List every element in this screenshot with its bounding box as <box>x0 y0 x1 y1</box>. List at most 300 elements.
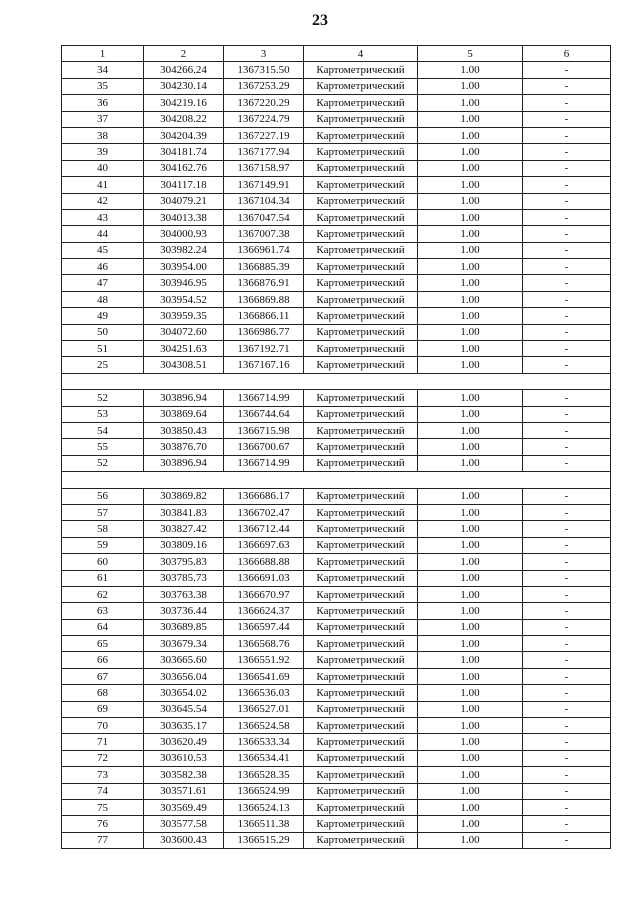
table-cell: 303610.53 <box>144 750 224 766</box>
table-cell: 1.00 <box>418 799 523 815</box>
table-cell: 1367253.29 <box>224 78 304 94</box>
table-cell: 303876.70 <box>144 439 224 455</box>
table-cell: Картометрический <box>304 193 418 209</box>
table-cell: 73 <box>62 767 144 783</box>
table-cell: - <box>523 668 611 684</box>
table-cell: - <box>523 636 611 652</box>
table-cell <box>418 472 523 488</box>
table-cell: 1.00 <box>418 242 523 258</box>
table-cell: 1.00 <box>418 341 523 357</box>
table-cell: Картометрический <box>304 78 418 94</box>
table-row <box>62 816 611 832</box>
table-cell: Картометрический <box>304 341 418 357</box>
table-cell <box>62 373 144 389</box>
table-cell <box>224 373 304 389</box>
table-row <box>62 242 611 258</box>
table-cell: 46 <box>62 259 144 275</box>
table-cell: 304204.39 <box>144 127 224 143</box>
table-cell: 303679.34 <box>144 636 224 652</box>
table-row <box>62 668 611 684</box>
table-cell: - <box>523 291 611 307</box>
table-cell: 1367167.16 <box>224 357 304 373</box>
table-row <box>62 373 611 389</box>
table-cell: 1366568.76 <box>224 636 304 652</box>
table-row <box>62 783 611 799</box>
table-row <box>62 291 611 307</box>
table-cell: - <box>523 799 611 815</box>
table-cell: 1.00 <box>418 603 523 619</box>
table-cell: 36 <box>62 95 144 111</box>
table-row <box>62 619 611 635</box>
table-cell: 303946.95 <box>144 275 224 291</box>
table-cell: Картометрический <box>304 685 418 701</box>
table-cell: Картометрический <box>304 324 418 340</box>
table-cell: - <box>523 62 611 78</box>
table-cell: 1366624.37 <box>224 603 304 619</box>
table-cell: 42 <box>62 193 144 209</box>
table-cell: 304208.22 <box>144 111 224 127</box>
table-cell: Картометрический <box>304 750 418 766</box>
table-cell: 1367220.29 <box>224 95 304 111</box>
table-cell: 1.00 <box>418 62 523 78</box>
table-cell: Картометрический <box>304 111 418 127</box>
table-cell: Картометрический <box>304 636 418 652</box>
table-cell: Картометрический <box>304 160 418 176</box>
table-row <box>62 127 611 143</box>
table-row <box>62 111 611 127</box>
table-cell: 1366714.99 <box>224 390 304 406</box>
table-cell: - <box>523 439 611 455</box>
table-cell: 1366541.69 <box>224 668 304 684</box>
table-cell: 49 <box>62 308 144 324</box>
table-cell: 1366551.92 <box>224 652 304 668</box>
table-row <box>62 767 611 783</box>
table-row <box>62 504 611 520</box>
table-cell: - <box>523 521 611 537</box>
table-cell: 304308.51 <box>144 357 224 373</box>
table-cell: - <box>523 193 611 209</box>
table-cell: 1.00 <box>418 685 523 701</box>
table-cell: 1367192.71 <box>224 341 304 357</box>
table-cell: 40 <box>62 160 144 176</box>
table-cell: 303577.58 <box>144 816 224 832</box>
table-body <box>62 62 611 849</box>
table-cell: 303582.38 <box>144 767 224 783</box>
table-cell: Картометрический <box>304 701 418 717</box>
table-cell: 1.00 <box>418 816 523 832</box>
header-cell: 2 <box>144 46 224 62</box>
table-cell: 1367149.91 <box>224 177 304 193</box>
table-cell: Картометрический <box>304 521 418 537</box>
table-cell: Картометрический <box>304 832 418 848</box>
table-cell: - <box>523 390 611 406</box>
table-cell: 1366700.67 <box>224 439 304 455</box>
table-cell: 1366524.13 <box>224 799 304 815</box>
table-cell: 66 <box>62 652 144 668</box>
table-row <box>62 357 611 373</box>
table-cell: - <box>523 78 611 94</box>
table-cell: 1.00 <box>418 275 523 291</box>
table-cell: - <box>523 111 611 127</box>
table-row <box>62 832 611 848</box>
table-cell: 1.00 <box>418 586 523 602</box>
table-cell <box>418 373 523 389</box>
table-row <box>62 455 611 471</box>
table-cell: - <box>523 259 611 275</box>
table-row <box>62 472 611 488</box>
header-row <box>62 46 611 62</box>
table-cell: 1366670.97 <box>224 586 304 602</box>
table-cell: 1366744.64 <box>224 406 304 422</box>
table-cell <box>224 472 304 488</box>
table-cell: 48 <box>62 291 144 307</box>
table-cell: - <box>523 422 611 438</box>
table-cell: - <box>523 570 611 586</box>
table-cell: 1366885.39 <box>224 259 304 275</box>
header-cell: 6 <box>523 46 611 62</box>
table-cell: 1367227.19 <box>224 127 304 143</box>
table-cell: 1.00 <box>418 718 523 734</box>
table-cell: Картометрический <box>304 62 418 78</box>
table-row <box>62 78 611 94</box>
table-cell: 303736.44 <box>144 603 224 619</box>
table-cell: 303896.94 <box>144 390 224 406</box>
table-cell: - <box>523 603 611 619</box>
table-cell <box>304 373 418 389</box>
table-cell: - <box>523 127 611 143</box>
table-cell: - <box>523 177 611 193</box>
table-cell: - <box>523 652 611 668</box>
table-cell: 1366961.74 <box>224 242 304 258</box>
table-cell: 1366715.98 <box>224 422 304 438</box>
table-row <box>62 226 611 242</box>
table-cell: 67 <box>62 668 144 684</box>
table-cell: 1.00 <box>418 619 523 635</box>
table-cell: - <box>523 144 611 160</box>
table-cell: 303763.38 <box>144 586 224 602</box>
table-cell: Картометрический <box>304 259 418 275</box>
table-cell: Картометрический <box>304 603 418 619</box>
table-cell: 303569.49 <box>144 799 224 815</box>
table-row <box>62 160 611 176</box>
table-cell: 1366524.58 <box>224 718 304 734</box>
table-cell: Картометрический <box>304 390 418 406</box>
table-cell: 59 <box>62 537 144 553</box>
table-cell: 1367007.38 <box>224 226 304 242</box>
table-cell: Картометрический <box>304 226 418 242</box>
table-cell: 75 <box>62 799 144 815</box>
table-cell: 1367315.50 <box>224 62 304 78</box>
table-cell: - <box>523 406 611 422</box>
table-cell: 1366876.91 <box>224 275 304 291</box>
table-cell: 35 <box>62 78 144 94</box>
table-row <box>62 422 611 438</box>
table-cell: 303869.64 <box>144 406 224 422</box>
table-header <box>62 46 611 62</box>
header-cell: 1 <box>62 46 144 62</box>
table-cell: 1.00 <box>418 570 523 586</box>
table-cell: - <box>523 226 611 242</box>
table-cell: - <box>523 537 611 553</box>
page-number: 23 <box>312 12 328 29</box>
table-cell: 1366533.34 <box>224 734 304 750</box>
table-cell: - <box>523 275 611 291</box>
header-cell: 3 <box>224 46 304 62</box>
table-cell: 1366702.47 <box>224 504 304 520</box>
table-row <box>62 95 611 111</box>
table-cell: 44 <box>62 226 144 242</box>
table-cell: Картометрический <box>304 718 418 734</box>
table-cell <box>523 472 611 488</box>
table-row <box>62 554 611 570</box>
table-cell: Картометрический <box>304 488 418 504</box>
table-cell: 1.00 <box>418 291 523 307</box>
table-cell: - <box>523 718 611 734</box>
table-cell: 1.00 <box>418 226 523 242</box>
table-cell: 304013.38 <box>144 209 224 225</box>
table-cell: - <box>523 209 611 225</box>
table-cell: 1.00 <box>418 455 523 471</box>
table-cell: Картометрический <box>304 308 418 324</box>
table-cell: 304219.16 <box>144 95 224 111</box>
table-cell: 304230.14 <box>144 78 224 94</box>
table-cell: - <box>523 308 611 324</box>
table-cell: 1366527.01 <box>224 701 304 717</box>
table-cell: 303645.54 <box>144 701 224 717</box>
table-row <box>62 537 611 553</box>
table-row <box>62 718 611 734</box>
table-cell: Картометрический <box>304 619 418 635</box>
table-cell: - <box>523 455 611 471</box>
table-cell: Картометрический <box>304 652 418 668</box>
table-cell: Картометрический <box>304 439 418 455</box>
table-cell: 1.00 <box>418 504 523 520</box>
table-cell: 1367224.79 <box>224 111 304 127</box>
table-cell: 1366986.77 <box>224 324 304 340</box>
table-cell: 1.00 <box>418 750 523 766</box>
table-cell: Картометрический <box>304 668 418 684</box>
table-cell: 1366697.63 <box>224 537 304 553</box>
table-cell: 39 <box>62 144 144 160</box>
table-cell: Картометрический <box>304 127 418 143</box>
table-cell: 41 <box>62 177 144 193</box>
table-cell <box>304 472 418 488</box>
table-cell: 37 <box>62 111 144 127</box>
table-cell: 303954.52 <box>144 291 224 307</box>
table-cell: Картометрический <box>304 783 418 799</box>
table-cell: Картометрический <box>304 177 418 193</box>
table-cell: 53 <box>62 406 144 422</box>
table-cell: Картометрический <box>304 537 418 553</box>
table-cell: 1366688.88 <box>224 554 304 570</box>
table-cell: 1.00 <box>418 521 523 537</box>
table-cell: 1.00 <box>418 439 523 455</box>
table-row <box>62 570 611 586</box>
table-cell: 72 <box>62 750 144 766</box>
table-cell: 1.00 <box>418 488 523 504</box>
table-cell: Картометрический <box>304 586 418 602</box>
table-cell: 56 <box>62 488 144 504</box>
table-row <box>62 488 611 504</box>
table-cell: Картометрический <box>304 767 418 783</box>
table-row <box>62 734 611 750</box>
table-cell: 64 <box>62 619 144 635</box>
table-cell: 1.00 <box>418 127 523 143</box>
table-row <box>62 390 611 406</box>
table-cell: 1367047.54 <box>224 209 304 225</box>
table-cell: 303827.42 <box>144 521 224 537</box>
table-row <box>62 193 611 209</box>
table-cell: 61 <box>62 570 144 586</box>
table-cell: - <box>523 685 611 701</box>
table-cell: 43 <box>62 209 144 225</box>
table-cell: Картометрический <box>304 455 418 471</box>
table-cell: 63 <box>62 603 144 619</box>
table-cell: 1.00 <box>418 652 523 668</box>
table-cell: 303841.83 <box>144 504 224 520</box>
table-row <box>62 62 611 78</box>
table-cell: 1.00 <box>418 537 523 553</box>
table-cell: 304079.21 <box>144 193 224 209</box>
table-cell: 303689.85 <box>144 619 224 635</box>
table-row <box>62 652 611 668</box>
table-cell: - <box>523 324 611 340</box>
table-cell: Картометрический <box>304 799 418 815</box>
table-cell: 1366866.11 <box>224 308 304 324</box>
table-cell: - <box>523 734 611 750</box>
table-cell: 1.00 <box>418 734 523 750</box>
table-cell: 62 <box>62 586 144 602</box>
table-cell: 303656.04 <box>144 668 224 684</box>
table-cell: 304181.74 <box>144 144 224 160</box>
table-row <box>62 799 611 815</box>
table-row <box>62 259 611 275</box>
table-cell: 1.00 <box>418 111 523 127</box>
table-cell: 303869.82 <box>144 488 224 504</box>
table-cell: 304162.76 <box>144 160 224 176</box>
table-cell: 1.00 <box>418 636 523 652</box>
table-cell: 69 <box>62 701 144 717</box>
table-cell: 1367177.94 <box>224 144 304 160</box>
header-cell: 5 <box>418 46 523 62</box>
table-cell: Картометрический <box>304 422 418 438</box>
table-cell: 45 <box>62 242 144 258</box>
table-cell: 54 <box>62 422 144 438</box>
table-cell: 70 <box>62 718 144 734</box>
table-cell: 76 <box>62 816 144 832</box>
table-cell: 1.00 <box>418 668 523 684</box>
table-row <box>62 750 611 766</box>
table-cell: 34 <box>62 62 144 78</box>
table-cell: 303896.94 <box>144 455 224 471</box>
table-cell: - <box>523 488 611 504</box>
table-cell: 303809.16 <box>144 537 224 553</box>
table-cell: 58 <box>62 521 144 537</box>
table-cell: 304266.24 <box>144 62 224 78</box>
coordinates-table <box>61 45 611 849</box>
header-cell: 4 <box>304 46 418 62</box>
table-cell: 303959.35 <box>144 308 224 324</box>
table-cell: 38 <box>62 127 144 143</box>
table-cell: Картометрический <box>304 95 418 111</box>
table-row <box>62 324 611 340</box>
table-cell: - <box>523 816 611 832</box>
table-cell: 1366691.03 <box>224 570 304 586</box>
table-cell: 303982.24 <box>144 242 224 258</box>
table-cell: 47 <box>62 275 144 291</box>
table-cell: Картометрический <box>304 209 418 225</box>
table-cell: - <box>523 586 611 602</box>
table-cell: - <box>523 357 611 373</box>
table-cell: 303654.02 <box>144 685 224 701</box>
table-cell: 1.00 <box>418 783 523 799</box>
table-row <box>62 308 611 324</box>
table-row <box>62 636 611 652</box>
table-cell: 1.00 <box>418 177 523 193</box>
table-cell: 1366536.03 <box>224 685 304 701</box>
table-cell: - <box>523 95 611 111</box>
table-cell: 304072.60 <box>144 324 224 340</box>
table-cell: 303571.61 <box>144 783 224 799</box>
table-cell <box>144 472 224 488</box>
table-cell: 303635.17 <box>144 718 224 734</box>
table-cell: Картометрический <box>304 816 418 832</box>
table-cell: 1.00 <box>418 95 523 111</box>
table-cell: - <box>523 554 611 570</box>
table-row <box>62 521 611 537</box>
table-cell: 1366534.41 <box>224 750 304 766</box>
table-cell: - <box>523 750 611 766</box>
table-cell: 1.00 <box>418 193 523 209</box>
table-cell: Картометрический <box>304 242 418 258</box>
table-cell: 1366515.29 <box>224 832 304 848</box>
table-cell: 52 <box>62 390 144 406</box>
table-row <box>62 144 611 160</box>
table-row <box>62 177 611 193</box>
table-cell: 1.00 <box>418 422 523 438</box>
table-cell: - <box>523 701 611 717</box>
table-cell: 50 <box>62 324 144 340</box>
table-cell: 77 <box>62 832 144 848</box>
table-cell: Картометрический <box>304 554 418 570</box>
table-cell: Картометрический <box>304 504 418 520</box>
table-cell: 1.00 <box>418 357 523 373</box>
table-row <box>62 586 611 602</box>
table-cell: 303665.60 <box>144 652 224 668</box>
table-cell: 57 <box>62 504 144 520</box>
table-cell: 1.00 <box>418 324 523 340</box>
table-cell: 1366712.44 <box>224 521 304 537</box>
table-cell: 304251.63 <box>144 341 224 357</box>
table-cell: - <box>523 504 611 520</box>
table-cell: 1366869.88 <box>224 291 304 307</box>
table-cell: 1.00 <box>418 832 523 848</box>
table-cell: 303795.83 <box>144 554 224 570</box>
table-row <box>62 341 611 357</box>
table-cell: - <box>523 160 611 176</box>
table-cell: 1.00 <box>418 160 523 176</box>
table-cell: - <box>523 341 611 357</box>
table-row <box>62 209 611 225</box>
table-cell: 1.00 <box>418 390 523 406</box>
table-cell: 25 <box>62 357 144 373</box>
table-cell: 1366511.38 <box>224 816 304 832</box>
table-cell: 304000.93 <box>144 226 224 242</box>
table-cell: 1367158.97 <box>224 160 304 176</box>
table-cell <box>523 373 611 389</box>
table-cell: 1.00 <box>418 554 523 570</box>
table-cell: 1366714.99 <box>224 455 304 471</box>
